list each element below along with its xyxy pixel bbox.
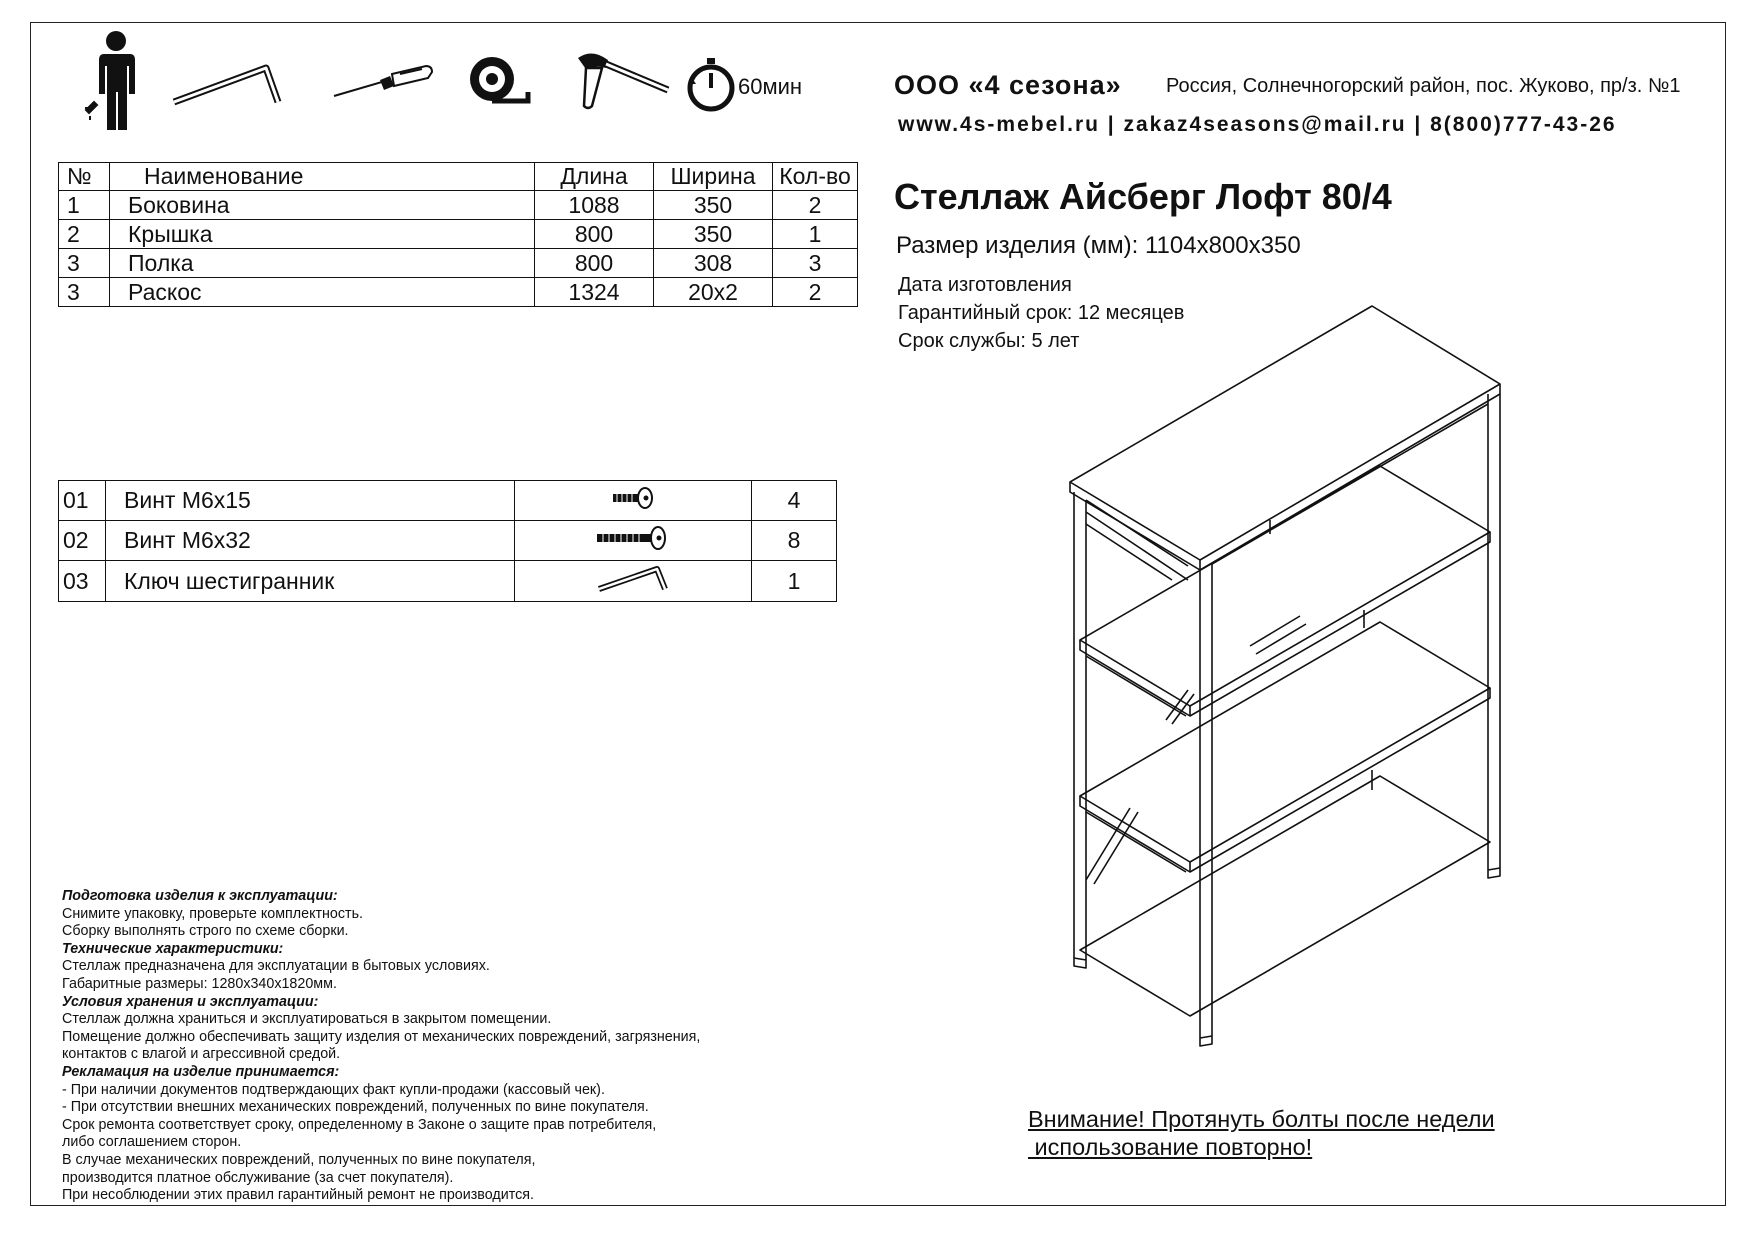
preparation-heading: Подготовка изделия к эксплуатации: <box>62 888 338 904</box>
hardware-number: 03 <box>59 561 106 602</box>
header-name: Наименование <box>110 163 535 191</box>
hardware-quantity: 4 <box>752 481 837 521</box>
part-quantity: 2 <box>773 278 858 307</box>
hardware-number: 02 <box>59 521 106 561</box>
parts-table <box>58 162 858 307</box>
part-width: 350 <box>654 220 773 249</box>
screwdriver-icon <box>330 64 434 104</box>
header-number: № <box>59 163 110 191</box>
claims-line: производится платное обслуживание (за счет покупателя). <box>62 1169 454 1186</box>
company-name: ООО «4 сезона» <box>894 70 1122 100</box>
storage-line: контактов с влагой и агрессивной средой. <box>62 1046 341 1063</box>
shelf-illustration <box>1060 300 1520 1050</box>
part-quantity: 3 <box>773 249 858 278</box>
product-size: Размер изделия (мм): 1104х800х350 <box>896 232 1301 259</box>
part-length: 800 <box>535 220 654 249</box>
part-name: Раскос <box>110 278 535 307</box>
part-name: Крышка <box>110 220 535 249</box>
hammer-icon <box>572 50 672 112</box>
hardware-quantity: 8 <box>752 521 837 561</box>
claims-line: - При отсутствии внешних механических повреждений, полученных по вине покупателя. <box>62 1099 649 1116</box>
preparation-line: Снимите упаковку, проверьте комплектность. <box>62 905 363 922</box>
part-width: 350 <box>654 191 773 220</box>
hardware-quantity: 1 <box>752 561 837 602</box>
hardware-name: Ключ шестигранник <box>106 561 515 602</box>
claims-heading: Рекламация на изделие принимается: <box>62 1063 340 1080</box>
table-row <box>59 561 837 602</box>
part-width: 308 <box>654 249 773 278</box>
specs-heading: Технические характеристики: <box>62 940 284 957</box>
person-icon <box>84 30 144 132</box>
specs-line: Стеллаж предназначена для эксплуатации в бытовых условиях. <box>62 958 490 975</box>
part-number: 3 <box>59 278 110 307</box>
part-width: 20х2 <box>654 278 773 307</box>
table-row <box>59 191 858 220</box>
hex-key-icon <box>170 62 282 110</box>
storage-heading: Условия хранения и эксплуатации: <box>62 993 319 1010</box>
part-name: Боковина <box>110 191 535 220</box>
header-width: Ширина <box>654 163 773 191</box>
hardware-number: 01 <box>59 481 106 521</box>
table-row <box>59 481 837 521</box>
claims-line: При несоблюдении этих правил гарантийный ремонт не производится. <box>62 1187 534 1204</box>
hex-key-icon <box>595 561 671 595</box>
specs-line: Габаритные размеры: 1280х340х1820мм. <box>62 975 337 992</box>
claims-line: Срок ремонта соответствует сроку, определенному в Законе о защите прав потребителя, <box>62 1116 657 1133</box>
table-row <box>59 521 837 561</box>
claims-line: либо соглашением сторон. <box>62 1134 242 1151</box>
part-number: 3 <box>59 249 110 278</box>
usage-notes <box>62 888 700 1205</box>
tape-measure-icon <box>466 54 536 106</box>
assembly-time: 60мин <box>738 74 803 99</box>
hardware-table <box>58 480 837 602</box>
table-row <box>59 220 858 249</box>
manufacture-date: Дата изготовления <box>898 274 1072 296</box>
part-quantity: 2 <box>773 191 858 220</box>
part-number: 1 <box>59 191 110 220</box>
table-row <box>59 278 858 307</box>
part-quantity: 1 <box>773 220 858 249</box>
warning-line: использование повторно! <box>1028 1134 1313 1160</box>
preparation-line: Сборку выполнять строго по схеме сборки. <box>62 923 349 940</box>
warranty-period: Гарантийный срок: 12 месяцев <box>898 302 1185 324</box>
storage-line: Стеллаж должна храниться и эксплуатироваться в закрытом помещении. <box>62 1011 552 1028</box>
part-name: Полка <box>110 249 535 278</box>
part-length: 800 <box>535 249 654 278</box>
claims-line: - При наличии документов подтверждающих факт купли-продажи (кассовый чек). <box>62 1081 605 1098</box>
company-contacts: www.4s-mebel.ru | zakaz4seasons@mail.ru | 8(800)777-43-26 <box>898 113 1617 136</box>
header-length: Длина <box>535 163 654 191</box>
company-address: Россия, Солнечногорский район, пос. Жуково, пр/з. №1 <box>1166 75 1681 97</box>
part-number: 2 <box>59 220 110 249</box>
product-title: Стеллаж Айсберг Лофт 80/4 <box>894 176 1392 217</box>
screw-short-icon <box>609 486 657 510</box>
warning-notice <box>1028 1105 1495 1161</box>
table-row <box>59 249 858 278</box>
hardware-name: Винт М6х15 <box>106 481 515 521</box>
stopwatch-icon <box>684 56 738 112</box>
screw-long-icon <box>595 525 671 551</box>
claims-line: В случае механических повреждений, полученных по вине покупателя, <box>62 1151 536 1168</box>
storage-line: Помещение должно обеспечивать защиту изделия от механических повреждений, загрязнения, <box>62 1028 701 1045</box>
warning-line: Внимание! Протянуть болты после недели <box>1028 1106 1495 1132</box>
parts-table-header <box>59 163 858 191</box>
hardware-name: Винт М6х32 <box>106 521 515 561</box>
service-life: Срок службы: 5 лет <box>898 330 1080 352</box>
header-quantity: Кол-во <box>773 163 858 191</box>
part-length: 1088 <box>535 191 654 220</box>
part-length: 1324 <box>535 278 654 307</box>
